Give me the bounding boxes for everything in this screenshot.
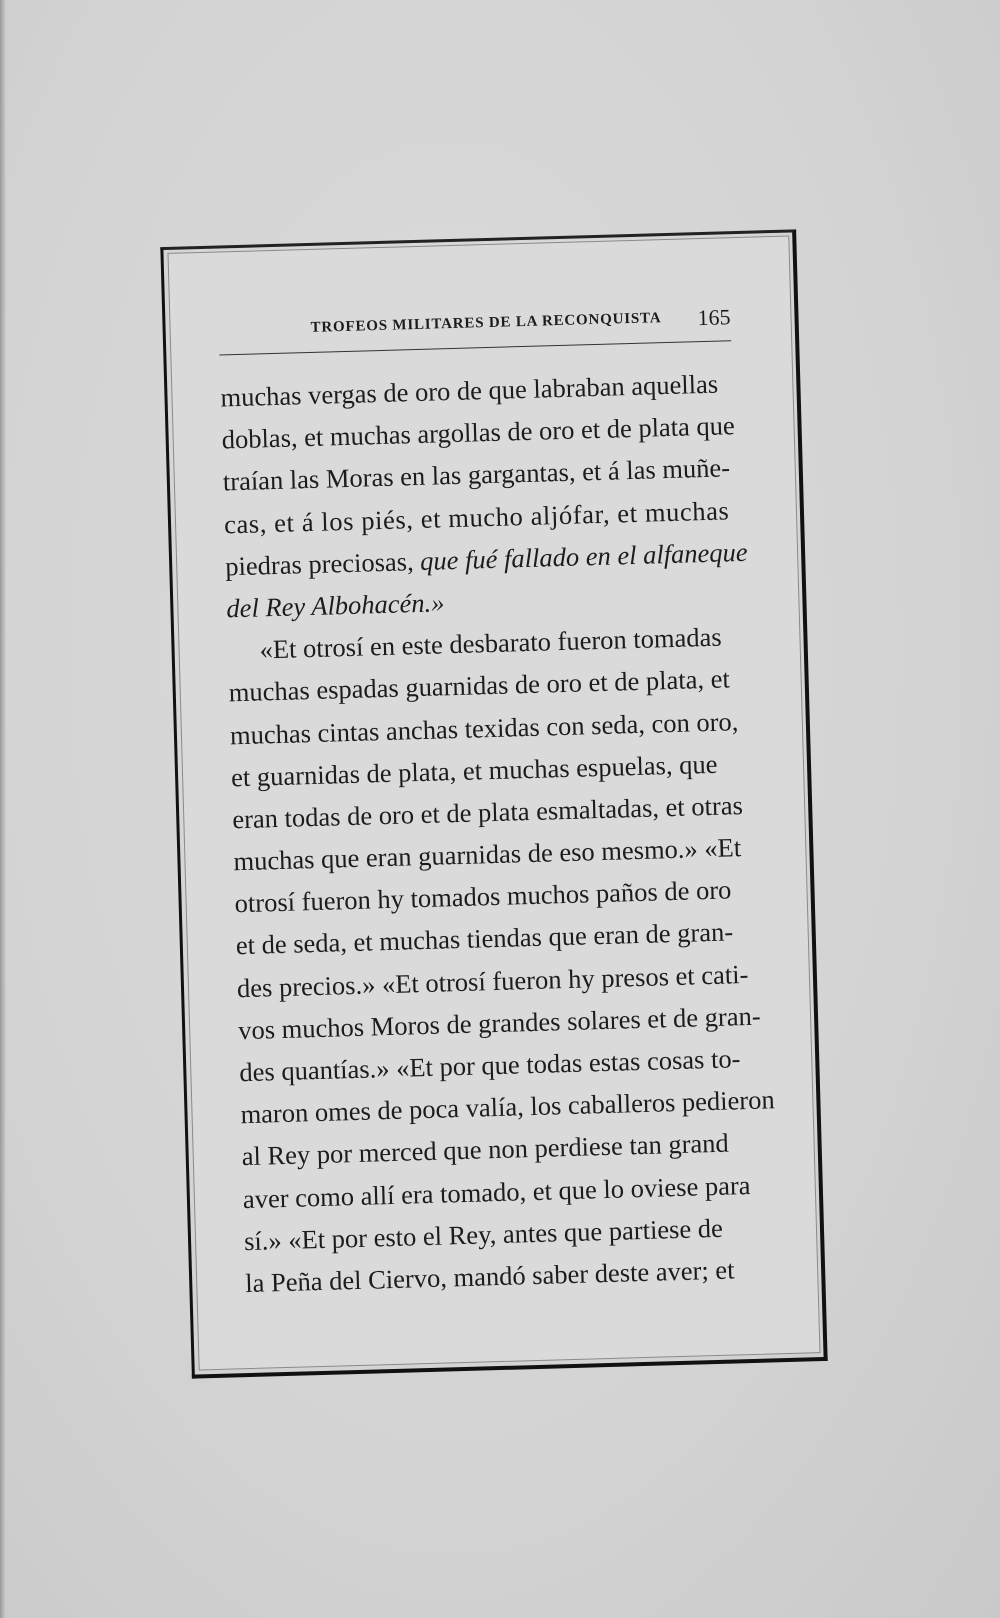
frame-inner-panel	[167, 236, 820, 1371]
text-line: traían las Moras en las gargantas, et á las muñe-	[222, 452, 731, 497]
running-head: TROFEOS MILITARES DE LA RECONQUISTA	[310, 310, 662, 336]
page-number: 165	[697, 304, 731, 331]
text-line: aver como allí era tomado, et que lo oviese para	[242, 1169, 751, 1214]
text-line: al Rey por merced que non perdiese tan grand	[241, 1127, 730, 1172]
text-line: vos muchos Moros de grandes solares et de gran-	[237, 1000, 761, 1046]
text-line: des precios.» «Et otrosí fueron hy presos et cati-	[236, 958, 749, 1003]
text-line: et de seda, et muchas tiendas que eran de gran-	[235, 916, 734, 961]
text-roman: piedras preciosas,	[224, 545, 421, 582]
page-spine-edge	[0, 0, 6, 1618]
body-text	[220, 362, 775, 1304]
paragraph-start-line: «Et otrosí en este desbarato fueron tomadas	[259, 621, 722, 665]
text-line: la Peña del Ciervo, mandó saber deste aver; et	[244, 1254, 735, 1299]
text-frame	[160, 229, 827, 1378]
text-line: cas, et á los piés, et mucho aljófar, et muchas	[223, 494, 730, 539]
text-line: muchas que eran guarnidas de eso mesmo.» «Et	[233, 832, 742, 877]
page-header	[218, 300, 731, 355]
text-line: muchas cintas anchas texidas con seda, con oro,	[229, 705, 739, 750]
text-line: otrosí fueron hy tomados muchos paños de oro	[234, 874, 732, 919]
text-line: eran todas de oro et de plata esmaltadas, et otras	[231, 789, 744, 835]
text-line: des quantías.» «Et por que todas estas cosas to-	[238, 1043, 741, 1088]
text-line: sí.» «Et por esto el Rey, antes que partiese de	[243, 1212, 724, 1256]
text-italic: que fué fallado en el alfaneque	[419, 536, 748, 576]
text-line: del Rey Albohacén.»	[226, 587, 445, 624]
text-line: muchas vergas de oro de que labraban aquellas	[220, 368, 719, 413]
text-line: et guarnidas de plata, et muchas espuelas, que	[230, 748, 718, 793]
text-line: doblas, et muchas argollas de oro et de plata que	[221, 410, 736, 455]
text-line: maron omes de poca valía, los caballeros pedieron	[240, 1084, 775, 1130]
text-line: muchas espadas guarnidas de oro et de plata, et	[228, 663, 731, 708]
